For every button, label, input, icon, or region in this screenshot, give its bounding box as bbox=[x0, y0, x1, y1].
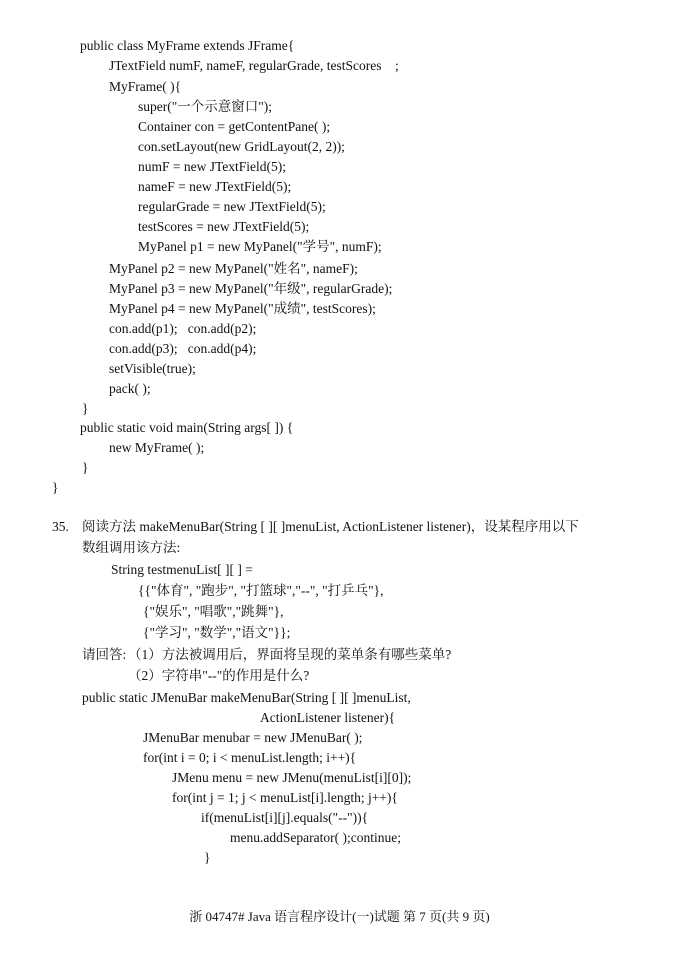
code-line: } bbox=[52, 480, 59, 495]
method-line: JMenu menu = new JMenu(menuList[i][0]); bbox=[172, 770, 412, 785]
array-line: {"娱乐", "唱歌","跳舞"}, bbox=[143, 604, 284, 619]
ask-label: 请回答: bbox=[82, 647, 127, 662]
code-line: Container con = getContentPane( ); bbox=[138, 119, 331, 134]
array-line: {{"体育", "跑步", "打篮球","--", "打乒乓"}, bbox=[138, 583, 384, 598]
code-line: MyPanel p3 = new MyPanel("年级", regularGrade); bbox=[109, 281, 393, 296]
page-footer: 浙 04747# Java 语言程序设计(一)试题 第 7 页(共 9 页) bbox=[189, 909, 490, 924]
array-line: String testmenuList[ ][ ] = bbox=[111, 562, 253, 577]
code-line: } bbox=[82, 401, 89, 416]
code-line: setVisible(true); bbox=[109, 361, 196, 376]
code-line: MyPanel p2 = new MyPanel("姓名", nameF); bbox=[109, 261, 358, 276]
code-line: MyPanel p4 = new MyPanel("成绩", testScores); bbox=[109, 301, 376, 316]
question-intro: 阅读方法 makeMenuBar(String [ ][ ]menuList, ActionListener listener)，设某程序用以下 bbox=[82, 519, 579, 534]
method-line: ActionListener listener){ bbox=[260, 710, 396, 725]
ask-item-1: （1）方法被调用后，界面将呈现的菜单条有哪些菜单? bbox=[128, 647, 452, 662]
ask-item-2: （2）字符串"--"的作用是什么? bbox=[128, 668, 310, 683]
code-line: regularGrade = new JTextField(5); bbox=[138, 199, 326, 214]
code-line: nameF = new JTextField(5); bbox=[138, 179, 292, 194]
method-line: if(menuList[i][j].equals("--")){ bbox=[201, 810, 369, 825]
code-line: super("一个示意窗口"); bbox=[138, 99, 273, 114]
code-line: MyFrame( ){ bbox=[109, 79, 182, 94]
code-line: pack( ); bbox=[109, 381, 151, 396]
code-line: con.setLayout(new GridLayout(2, 2)); bbox=[138, 139, 345, 154]
code-line: } bbox=[82, 460, 89, 475]
method-line: for(int j = 1; j < menuList[i].length; j++){ bbox=[172, 790, 398, 805]
code-line: MyPanel p1 = new MyPanel("学号", numF); bbox=[138, 239, 382, 254]
question-intro: 数组调用该方法: bbox=[82, 540, 181, 555]
code-line: con.add(p1); con.add(p2); bbox=[109, 321, 257, 336]
question-number: 35. bbox=[52, 519, 69, 534]
code-line: public class MyFrame extends JFrame{ bbox=[80, 38, 295, 53]
code-line: new MyFrame( ); bbox=[109, 440, 205, 455]
method-line: for(int i = 0; i < menuList.length; i++){ bbox=[143, 750, 357, 765]
code-line: testScores = new JTextField(5); bbox=[138, 219, 310, 234]
method-line: public static JMenuBar makeMenuBar(String [ ][ ]menuList, bbox=[82, 690, 411, 705]
code-line: numF = new JTextField(5); bbox=[138, 159, 287, 174]
method-line: } bbox=[204, 850, 211, 865]
method-line: JMenuBar menubar = new JMenuBar( ); bbox=[143, 730, 363, 745]
method-line: menu.addSeparator( );continue; bbox=[230, 830, 401, 845]
code-line: con.add(p3); con.add(p4); bbox=[109, 341, 257, 356]
code-line: JTextField numF, nameF, regularGrade, testScores ; bbox=[109, 58, 399, 73]
array-line: {"学习", "数学","语文"}}; bbox=[143, 625, 291, 640]
code-line: public static void main(String args[ ]) { bbox=[80, 420, 294, 435]
